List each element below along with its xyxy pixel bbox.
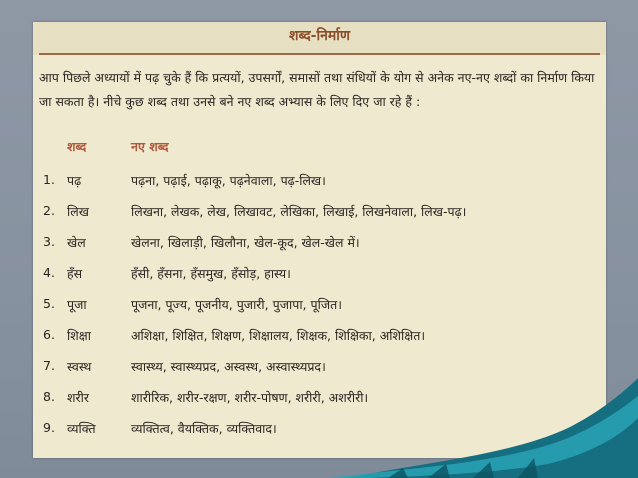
- list-item: [33, 203, 606, 229]
- item-word: शिक्षा: [67, 328, 91, 343]
- item-word: शरीर: [67, 390, 89, 405]
- item-derived-words: पढ़ना, पढ़ाई, पढ़ाकू, पढ़नेवाला, पढ़-लिख।: [131, 173, 326, 188]
- list-item: [33, 296, 606, 322]
- item-number: 9.: [43, 420, 55, 435]
- list-item: [33, 265, 606, 291]
- item-number: 1.: [43, 172, 55, 187]
- item-number: 7.: [43, 358, 55, 373]
- item-number: 4.: [43, 265, 55, 280]
- item-word: व्यक्ति: [67, 421, 96, 436]
- item-word: पढ़: [67, 173, 82, 188]
- item-number: 5.: [43, 296, 55, 311]
- item-derived-words: लिखना, लेखक, लेख, लिखावट, लेखिका, लिखाई, लिखनेवाला, लिख-पढ़।: [131, 204, 467, 219]
- item-number: 3.: [43, 234, 55, 249]
- item-word: खेल: [67, 235, 86, 250]
- teal-wave-decoration: [308, 368, 638, 478]
- page-title: शब्द-निर्माण: [289, 28, 350, 44]
- item-word: स्वस्थ: [67, 359, 92, 374]
- column-head-word: शब्द: [67, 139, 87, 154]
- item-derived-words: खेलना, खिलाड़ी, खिलौना, खेल-कूद, खेल-खेल में।: [131, 235, 360, 250]
- title-divider: [39, 53, 600, 55]
- item-derived-words: अशिक्षा, शिक्षित, शिक्षण, शिक्षालय, शिक्षक, शिक्षिका, अशिक्षित।: [131, 328, 426, 343]
- item-derived-words: व्यक्तित्व, वैयक्तिक, व्यक्तिवाद।: [131, 421, 277, 436]
- item-word: लिख: [67, 204, 89, 219]
- item-number: 6.: [43, 327, 55, 342]
- list-item: [33, 172, 606, 198]
- item-derived-words: शारीरिक, शरीर-रक्षण, शरीर-पोषण, शरीरी, अशरीरी।: [131, 390, 369, 405]
- list-item: [33, 234, 606, 260]
- item-word: हँस: [67, 266, 83, 281]
- intro-paragraph: आप पिछले अध्यायों में पढ़ चुके हैं कि प्रत्ययों, उपसर्गों, समासों तथा संधियों के योग से अनेक नए-नए शब्दों का निर्माण किया जा सकता है। नीचे कुछ शब्द तथा उनसे बने नए शब्द अभ्यास के लिए दिए जा रहे हैं :: [39, 70, 595, 109]
- item-word: पूजा: [67, 297, 87, 312]
- list-item: [33, 327, 606, 353]
- item-derived-words: पूजना, पूज्य, पूजनीय, पुजारी, पुजापा, पूजित।: [131, 297, 342, 312]
- item-number: 2.: [43, 203, 55, 218]
- item-number: 8.: [43, 389, 55, 404]
- item-derived-words: हँसी, हँसना, हँसमुख, हँसोड़, हास्य।: [131, 266, 291, 281]
- column-head-new-words: नए शब्द: [131, 139, 169, 154]
- item-derived-words: स्वास्थ्य, स्वास्थ्यप्रद, अस्वस्थ, अस्वास्थ्यप्रद।: [131, 359, 326, 374]
